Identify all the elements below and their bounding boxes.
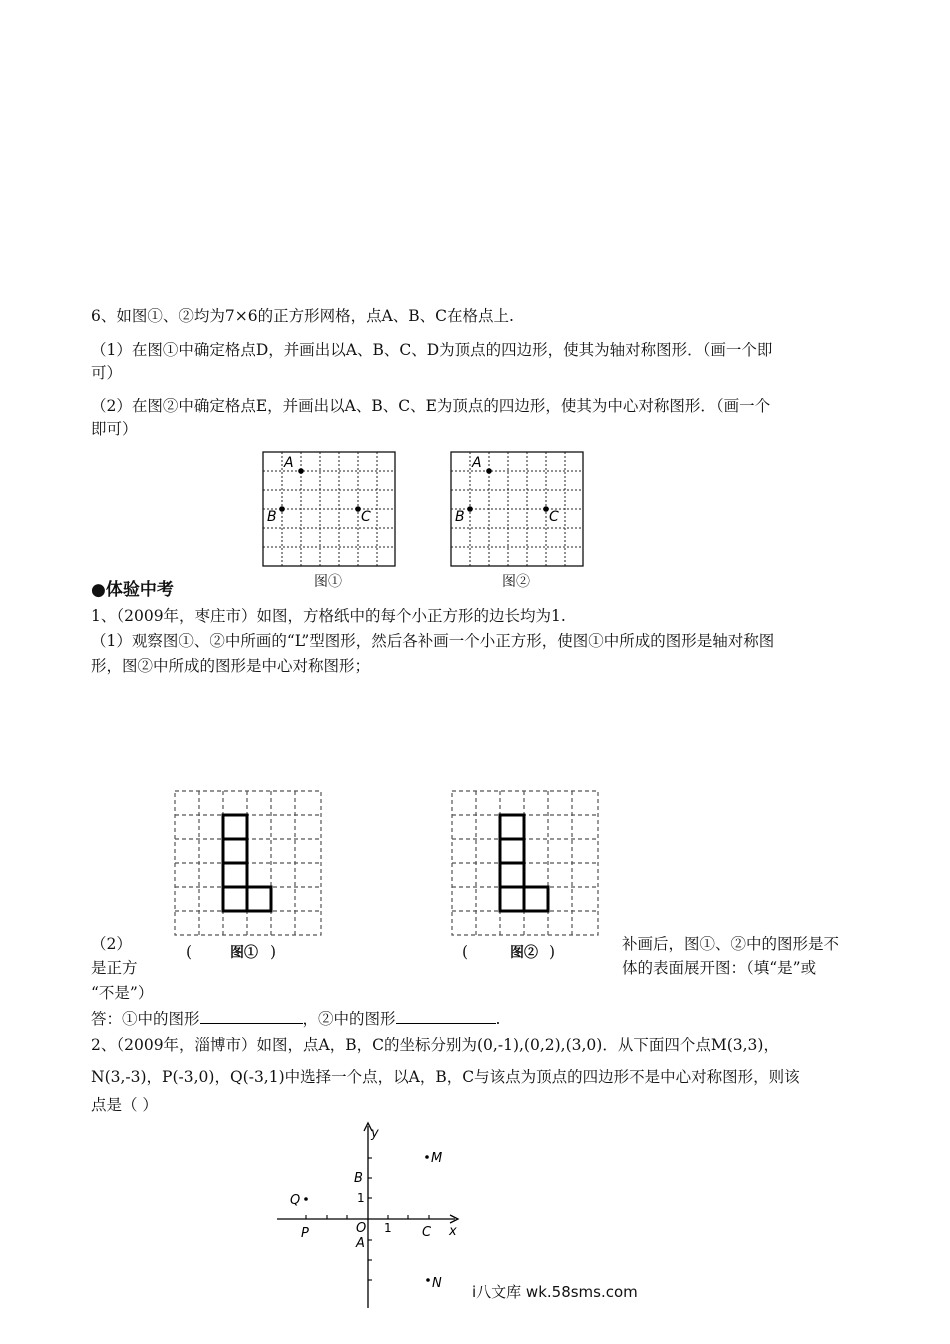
l-shape (223, 815, 271, 911)
x-axis-label: x (449, 1224, 457, 1239)
q1-part2-left2: 是正方 (91, 959, 138, 977)
answer-label-1: 答：①中的图形 (91, 1010, 200, 1028)
label-c: C (361, 509, 371, 525)
q1-answer-line (91, 1008, 500, 1030)
q1-part2-right1: 补画后，图①、②中的图形是不 (622, 935, 840, 953)
q6-part2-line1: （2）在图②中确定格点E，并画出以A、B、C、E为顶点的四边形，使其为中心对称图形．（画一个 (91, 397, 771, 415)
point-b-label: B (354, 1171, 363, 1186)
q2-coordinate-figure (270, 1120, 470, 1310)
origin-label: O (356, 1221, 367, 1236)
point-c-label: C (422, 1225, 432, 1240)
answer-blank-2[interactable] (396, 1009, 496, 1024)
q1-figure-1 (170, 786, 326, 938)
point-n (426, 1278, 430, 1282)
tick-1-y: 1 (357, 1191, 365, 1205)
q1-part2-right2: 体的表面展开图：（填“是”或 (622, 959, 817, 977)
point-q-label: Q (290, 1193, 301, 1208)
q6-stem: 6、如图①、②均为7×6的正方形网格，点A、B、C在格点上. (91, 307, 514, 325)
q1-part2-line3: “不是”） (91, 984, 154, 1002)
q1-part1-line1: （1）观察图①、②中所画的“L”型图形，然后各补画一个小正方形，使图①中所成的图形是轴对称图 (91, 632, 775, 650)
section-title: ●体验中考 (91, 580, 174, 600)
point-m (425, 1155, 429, 1159)
answer-label-2: ，②中的图形 (302, 1010, 396, 1028)
point-p-label: P (301, 1226, 309, 1241)
point-b (467, 506, 473, 512)
q2-line2: N(3,-3)，P(-3,0)，Q(-3,1)中选择一个点，以A，B，C与该点为顶点的四边形不是中心对称图形，则该 (91, 1068, 800, 1086)
point-a (298, 468, 304, 474)
l-shape (500, 815, 548, 911)
point-m-label: M (431, 1151, 443, 1166)
point-b (279, 506, 285, 512)
label-a: A (284, 455, 294, 471)
q2-stem: 2、（2009年，淄博市）如图，点A，B，C的坐标分别为(0,-1),(0,2),(3,0)．从下面四个点M(3,3)， (91, 1036, 779, 1054)
q2-line3: 点是（ ） (91, 1096, 158, 1114)
point-q (304, 1197, 308, 1201)
answer-blank-1[interactable] (200, 1009, 303, 1024)
tick-1-x: 1 (384, 1221, 392, 1235)
q1-fig2-caption: 图② (510, 945, 538, 961)
answer-end: . (495, 1010, 501, 1028)
point-c (355, 506, 361, 512)
q1-fig2-paren-close: ) (549, 943, 556, 961)
q1-fig1-caption: 图① (230, 945, 258, 961)
watermark: i八文库 wk.58sms.com (472, 1283, 638, 1301)
q1-part1-line2: 形，图②中所成的图形是中心对称图形； (91, 657, 371, 675)
point-n-label: N (432, 1276, 442, 1291)
q6-figure-2 (438, 445, 598, 575)
q6-part1-line1: （1）在图①中确定格点D，并画出以A、B、C、D为顶点的四边形，使其为轴对称图形．（画一个即 (91, 341, 773, 359)
label-c: C (549, 509, 559, 525)
q1-fig1-paren-close: ) (270, 943, 277, 961)
label-b: B (267, 509, 277, 525)
q1-figure-2 (447, 786, 603, 938)
q1-fig1-paren-open: ( (186, 943, 193, 961)
point-a-label: A (356, 1236, 365, 1251)
q1-stem: 1、（2009年，枣庄市）如图，方格纸中的每个小正方形的边长均为1. (91, 607, 566, 625)
q6-part1-line2: 可） (91, 364, 123, 382)
q1-fig2-paren-open: ( (462, 943, 469, 961)
q6-figure-1 (250, 445, 410, 575)
q6-fig1-caption: 图① (314, 574, 342, 590)
label-a: A (472, 455, 482, 471)
point-a (486, 468, 492, 474)
y-axis-label: y (371, 1126, 379, 1141)
label-b: B (455, 509, 465, 525)
point-c (543, 506, 549, 512)
q1-part2-left1: （2） (91, 935, 132, 953)
q6-fig2-caption: 图② (502, 574, 530, 590)
q6-part2-line2: 即可） (91, 420, 138, 438)
